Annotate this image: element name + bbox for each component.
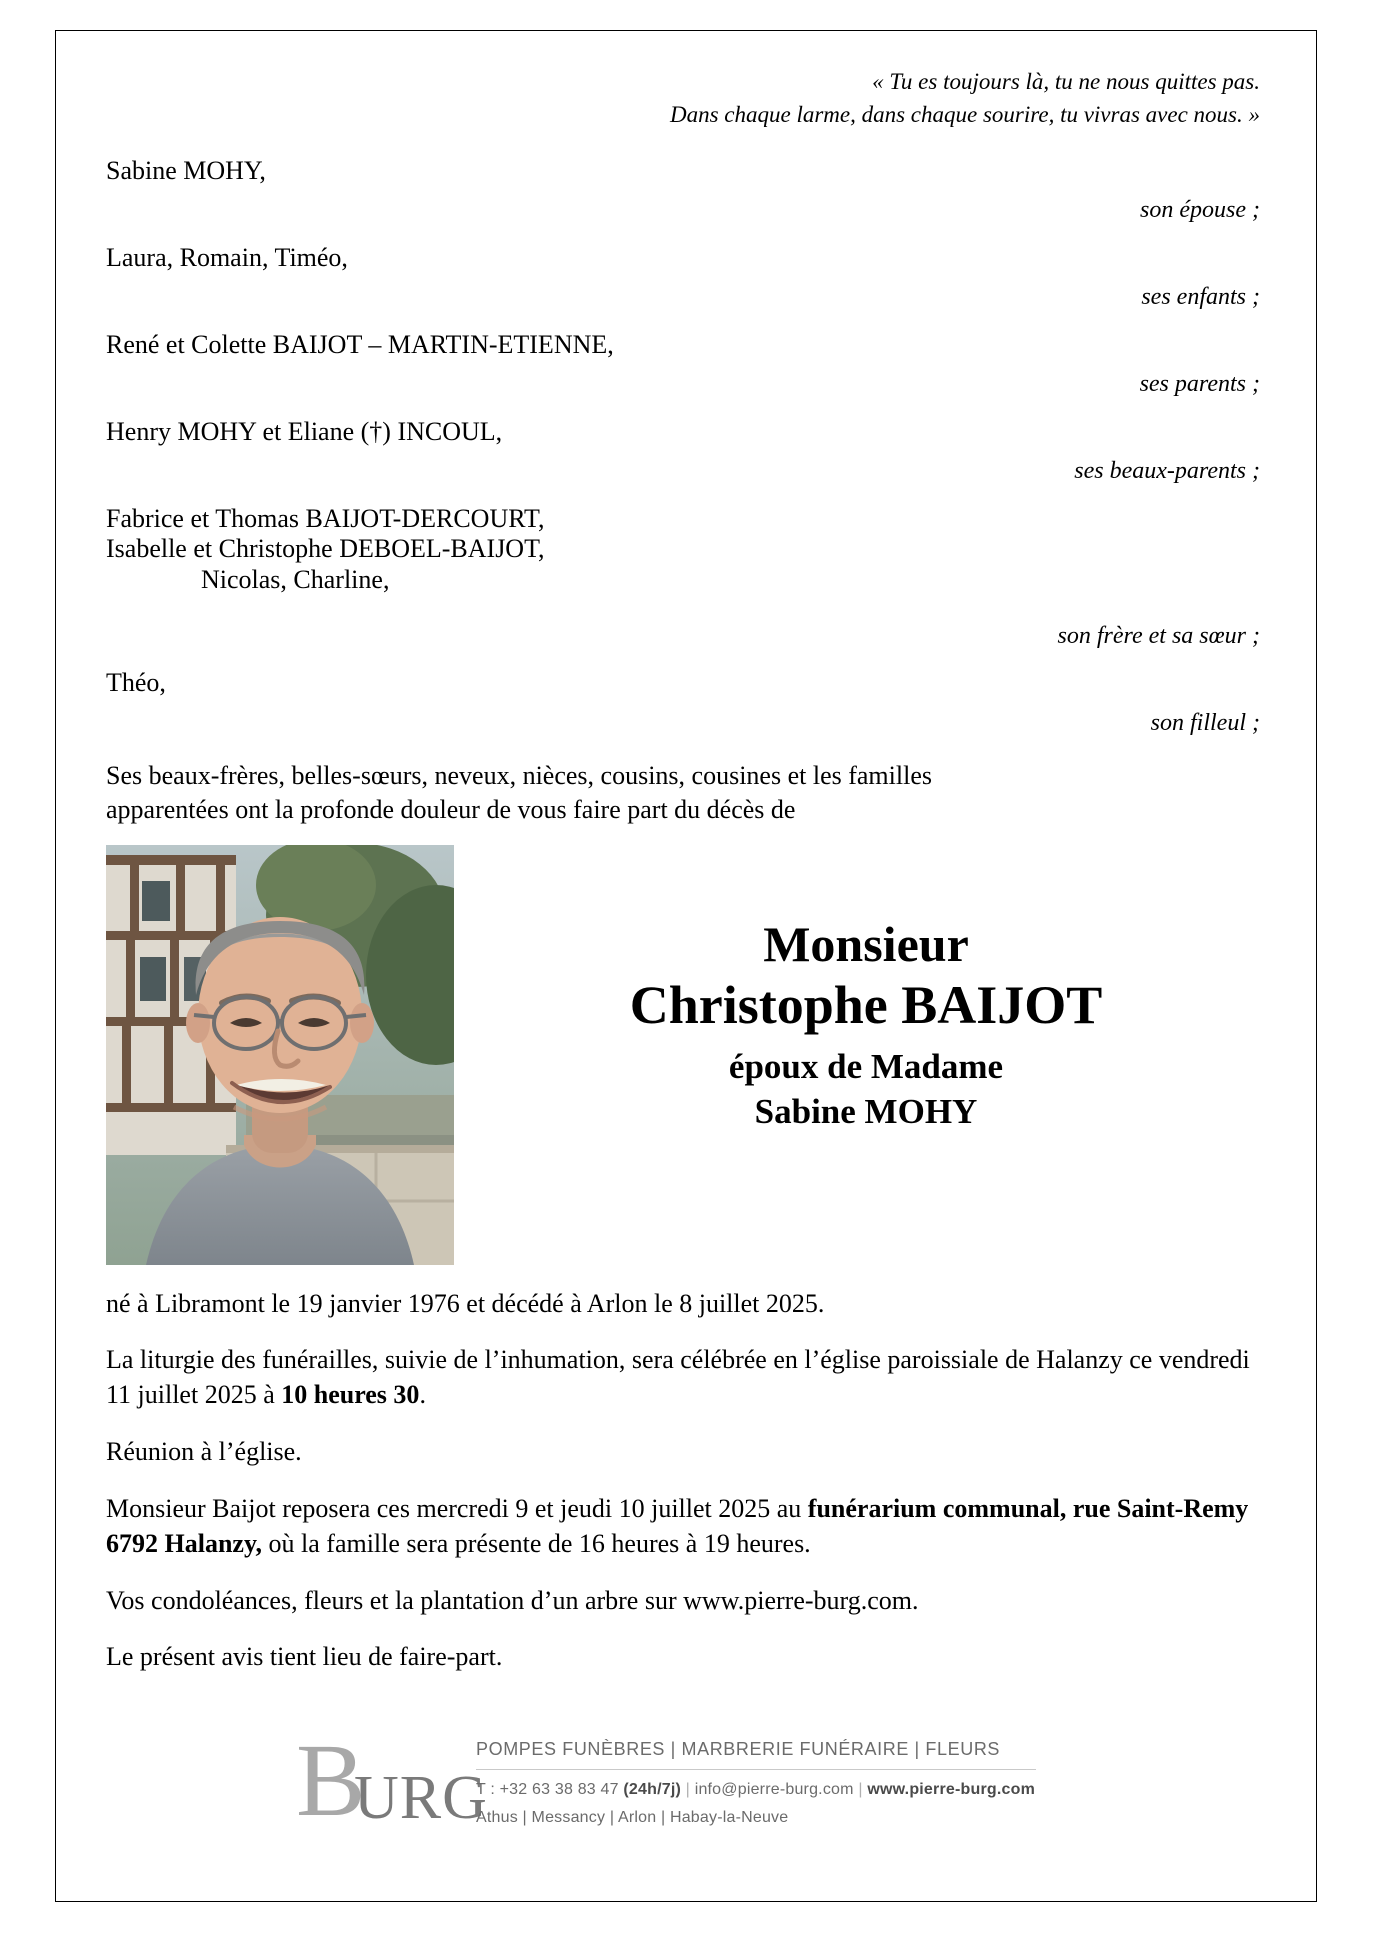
family-row <box>106 504 1266 650</box>
spouse-label: époux de Madame <box>728 1046 1004 1086</box>
family-relation: son filleul ; <box>1150 709 1260 736</box>
repose-text-1: Monsieur Baijot reposera ces mercredi 9 et jeudi 10 juillet 2025 au <box>106 1493 808 1523</box>
spouse-name: Sabine MOHY <box>754 1092 978 1132</box>
epigraph-line-2: Dans chaque larme, dans chaque sourire, tu vivras avec nous. » <box>669 102 1260 128</box>
announcement-text <box>106 759 1266 827</box>
deceased-title: Monsieur <box>763 915 969 972</box>
footer-email[interactable]: info@pierre-burg.com <box>694 1781 854 1798</box>
family-row <box>106 243 1266 312</box>
announcement-line-1: Ses beaux-frères, belles-sœurs, neveux, nièces, cousins, cousines et les familles <box>106 760 932 790</box>
family-row <box>106 156 1266 225</box>
family-relation: ses enfants ; <box>1141 284 1260 311</box>
footer-contact-line <box>476 1770 1036 1799</box>
logo-letters-urg: URG <box>354 1764 488 1832</box>
epigraph <box>106 61 1266 132</box>
details-text <box>106 1287 1266 1676</box>
repose-line <box>106 1492 1266 1562</box>
deceased-name-block <box>466 915 1266 1135</box>
repose-location: funérarium communal, rue Saint-Remy 6792 Halanzy, <box>106 1493 1249 1558</box>
family-member-names: Sabine MOHY, <box>106 155 266 185</box>
footer-phone: T : +32 63 38 83 47 <box>476 1781 619 1798</box>
footer <box>56 1725 1316 1855</box>
deceased-name: Christophe BAIJOT <box>629 974 1103 1035</box>
condolences-line: Vos condoléances, fleurs et la plantation d’un arbre sur www.pierre-burg.com. <box>106 1585 919 1615</box>
family-row <box>106 330 1266 399</box>
liturgy-time: 10 heures 30 <box>281 1380 420 1410</box>
family-member-names-2: Isabelle et Christophe DEBOEL-BAIJOT, <box>106 534 545 564</box>
family-member-names: Théo, <box>106 667 166 697</box>
repose-text-2: où la famille sera présente de 16 heures à 19 heures. <box>262 1528 811 1558</box>
birth-death-line: né à Libramont le 19 janvier 1976 et décédé à Arlon le 8 juillet 2025. <box>106 1288 825 1318</box>
notice-line: Le présent avis tient lieu de faire-part. <box>106 1642 503 1672</box>
family-member-names: René et Colette BAIJOT – MARTIN-ETIENNE, <box>106 329 614 359</box>
liturgy-text-2: . <box>419 1380 426 1410</box>
footer-services: POMPES FUNÈBRES | MARBRERIE FUNÉRAIRE | FLEURS <box>476 1739 1036 1770</box>
funeral-notice-page <box>55 30 1317 1902</box>
family-list <box>106 156 1266 737</box>
family-relation: ses beaux-parents ; <box>1074 458 1260 485</box>
family-member-names: Fabrice et Thomas BAIJOT-DERCOURT, <box>106 503 545 533</box>
family-member-names: Laura, Romain, Timéo, <box>106 242 348 272</box>
family-relation: son épouse ; <box>1140 197 1260 224</box>
family-row <box>106 668 1266 737</box>
family-row <box>106 417 1266 486</box>
footer-separator-2: | <box>858 1781 863 1798</box>
announcement-line-2: apparentées ont la profonde douleur de vous faire part du décès de <box>106 794 796 824</box>
footer-contact-block <box>476 1739 1036 1827</box>
liturgy-text-1: La liturgie des funérailles, suivie de l’inhumation, sera célébrée en l’église paroissiale de Halanzy ce vendredi 11 juillet 2025 à <box>106 1345 1250 1410</box>
logo-letter-b: B <box>296 1723 364 1838</box>
footer-phone-hours: (24h/7j) <box>623 1781 682 1798</box>
family-relation: ses parents ; <box>1139 371 1260 398</box>
burg-logo <box>296 1723 488 1843</box>
liturgy-line <box>106 1343 1266 1413</box>
footer-locations: Athus | Messancy | Arlon | Habay-la-Neuve <box>476 1809 789 1826</box>
footer-website[interactable]: www.pierre-burg.com <box>867 1781 1036 1798</box>
reunion-line: Réunion à l’église. <box>106 1437 302 1467</box>
portrait-photo <box>106 845 454 1265</box>
notice-content <box>106 61 1266 1697</box>
epigraph-line-1: « Tu es toujours là, tu ne nous quittes pas. <box>872 69 1260 94</box>
portrait-and-name <box>106 845 1266 1275</box>
family-relation: son frère et sa sœur ; <box>1057 622 1260 649</box>
family-member-names: Henry MOHY et Eliane (†) INCOUL, <box>106 416 503 446</box>
footer-separator-1: | <box>685 1781 691 1798</box>
family-member-names-3: Nicolas, Charline, <box>201 564 390 594</box>
